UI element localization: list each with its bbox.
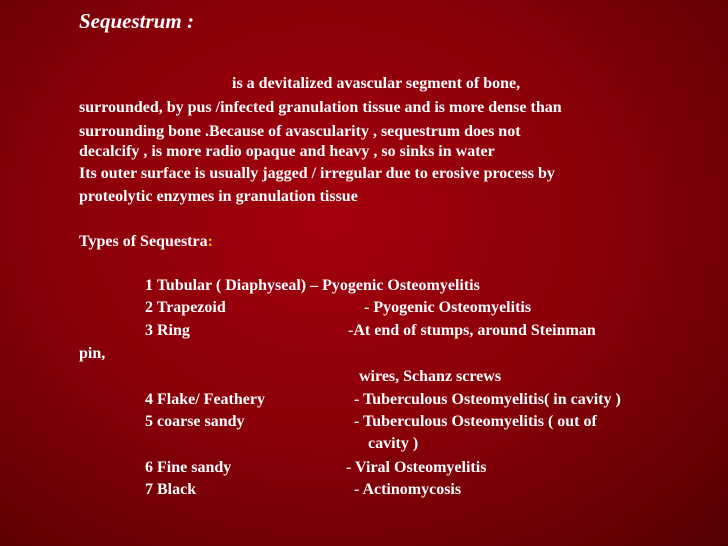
type-3-name: 3 Ring xyxy=(145,322,190,339)
type-7-desc: - Actinomycosis xyxy=(354,481,462,498)
type-6-desc: - Viral Osteomyelitis xyxy=(346,459,487,476)
types-heading-text: Types of Sequestra xyxy=(79,233,208,250)
type-3-desc: -At end of stumps, around Steinman xyxy=(348,322,596,339)
type-1-name: 1 Tubular ( Diaphyseal) – Pyogenic Osteomyelitis xyxy=(145,277,480,294)
type-2-name: 2 Trapezoid xyxy=(145,299,226,316)
slide-title: Sequestrum : xyxy=(79,9,194,33)
type-5-wrap: cavity ) xyxy=(368,435,419,452)
paragraph-line-4: decalcify , is more radio opaque and heavy , so sinks in water xyxy=(79,143,495,160)
type-2-desc: - Pyogenic Osteomyelitis xyxy=(364,299,532,316)
types-heading-colon: : xyxy=(207,233,213,250)
type-5-desc: - Tuberculous Osteomyelitis ( out of xyxy=(354,413,597,430)
type-6-name: 6 Fine sandy xyxy=(145,459,232,476)
type-3-wrap-left: pin, xyxy=(79,345,106,362)
type-7-name: 7 Black xyxy=(145,481,197,498)
type-5-name: 5 coarse sandy xyxy=(145,413,245,430)
paragraph-line-1: is a devitalized avascular segment of bone, xyxy=(232,75,521,92)
paragraph-line-2: surrounded, by pus /infected granulation tissue and is more dense than xyxy=(79,99,562,116)
types-heading xyxy=(79,232,213,252)
paragraph-line-6: proteolytic enzymes in granulation tissue xyxy=(79,188,358,205)
type-4-desc: - Tuberculous Osteomyelitis( in cavity ) xyxy=(354,391,621,408)
paragraph-line-3: surrounding bone .Because of avascularity , sequestrum does not xyxy=(79,123,521,140)
paragraph-line-5: Its outer surface is usually jagged / irregular due to erosive process by xyxy=(79,165,555,182)
type-4-name: 4 Flake/ Feathery xyxy=(145,391,265,408)
type-3-wrap-right: wires, Schanz screws xyxy=(359,368,502,385)
